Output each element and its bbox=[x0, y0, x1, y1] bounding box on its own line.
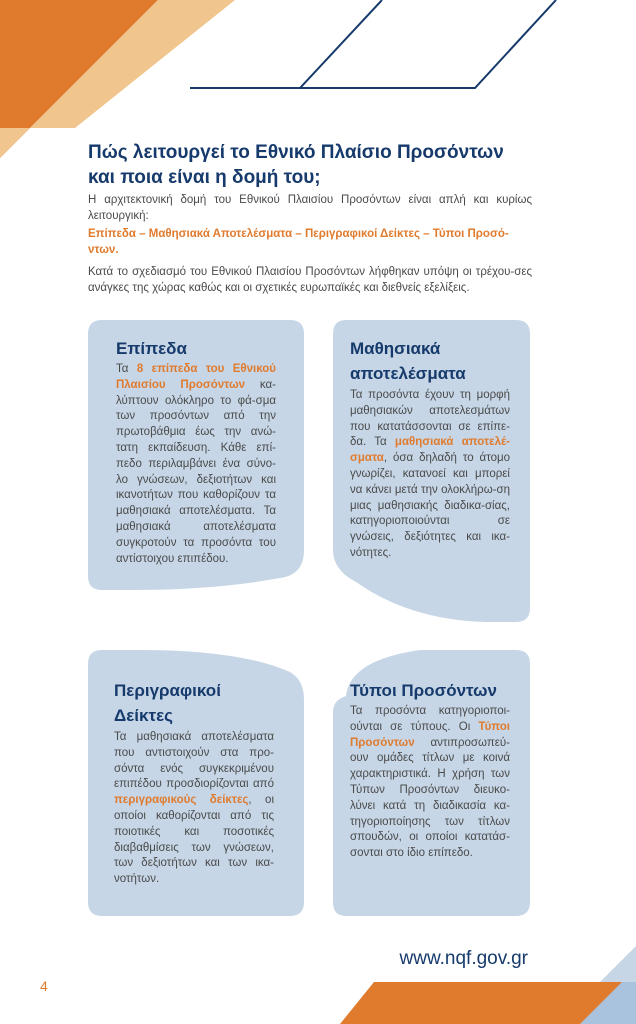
card-outcomes-text bbox=[350, 388, 510, 562]
card-descriptors-text-highlight: περιγραφικούς δείκτες bbox=[114, 794, 249, 807]
card-descriptors-title-line-1: Περιγραφικοί bbox=[114, 681, 221, 700]
card-descriptors-text-pre: Τα μαθησιακά αποτελέσματα που αντιστοιχούν στα προ-σόντα ενός συγκεκριμένου επιπέδου προσδιορίζονται από bbox=[114, 731, 274, 791]
card-outcomes-text-pre: Τα προσόντα έχουν τη μορφή μαθησιακών αποτελεσμάτων που κατατάσσονται σε επίπε-δα. Τα bbox=[350, 389, 510, 449]
card-levels-title: Επίπεδα bbox=[116, 339, 187, 358]
card-outcomes-text-post: , όσα δηλαδή το άτομο γνωρίζει, κατανοεί και μπορεί να κάνει μετά την ολοκλήρω-ση μιας μαθησιακής διαδικα-σίας, κατηγοριοποιούνται σε γνώσεις, δεξιότητες και ικα-νότητες. bbox=[350, 452, 510, 559]
card-levels-text-pre: Τα bbox=[116, 363, 137, 375]
intro-paragraph: Η αρχιτεκτονική δομή του Εθνικού Πλαισίου Προσόντων είναι απλή και κυρίως λειτουργική: bbox=[88, 194, 532, 222]
page-heading bbox=[88, 140, 548, 190]
card-outcomes-title bbox=[350, 336, 466, 386]
heading-line-1: Πώς λειτουργεί το Εθνικό Πλαίσιο Προσόντων bbox=[88, 142, 504, 163]
card-descriptors-title bbox=[114, 678, 221, 728]
heading-line-2: και ποια είναι η δομή του; bbox=[88, 167, 321, 188]
card-levels-text bbox=[116, 362, 276, 567]
website-link[interactable]: www.nqf.gov.gr bbox=[399, 948, 528, 969]
card-outcomes-text-highlight: μαθησιακά αποτελέ-σματα bbox=[350, 436, 510, 465]
card-outcomes-title-line-1: Μαθησιακά bbox=[350, 339, 441, 358]
card-levels-text-highlight: 8 επίπεδα του Εθνικού Πλαισίου Προσόντων bbox=[116, 363, 276, 391]
card-descriptors-text-post: , οι οποίοι καθορίζονται από τις ποιοτικές και ποσοτικές διαβαθμίσεις των γνώσεων, των δεξιοτήτων και των ικα-νοτήτων. bbox=[114, 794, 275, 886]
card-outcomes-title-line-2: αποτελέσματα bbox=[350, 364, 466, 383]
structure-highlight: Επίπεδα – Μαθησιακά Αποτελέσματα – Περιγραφικοί Δείκτες – Τύποι Προσό-ντων. bbox=[88, 228, 509, 256]
card-types-text bbox=[350, 704, 510, 862]
card-types-text-highlight: Τύποι Προσόντων bbox=[350, 720, 510, 749]
card-descriptors-text bbox=[114, 730, 274, 888]
card-types-title: Τύποι Προσόντων bbox=[350, 681, 497, 700]
navy-line-top-2 bbox=[245, 0, 556, 88]
card-descriptors-title-line-2: Δείκτες bbox=[114, 706, 173, 725]
light-blue-stripe-bottom bbox=[600, 946, 636, 982]
navy-line-top-1 bbox=[190, 0, 382, 88]
card-levels-text-post: κα-λύπτουν ολόκληρο το φά-σμα των προσόντων από την πρωτοβάθμια έως την ανώ-τατη εκπαίδευση. Κάθε επί-πεδο περιλαμβάνει ένα σύνο-λο γνώσεων, δεξιοτήτων και ικανοτήτων που καθορίζουν τα μαθησιακά αποτελέσματα. Τα μαθησιακά αποτελέσματα συγκροτούν τα προσόντα του αντίστοιχου επιπέδου. bbox=[116, 378, 276, 565]
card-types-text-post: αντιπροσωπεύ-ουν ομάδες τίτλων με κοινά χαρακτηριστικά. Η χρήση των Τύπων Προσόντων διευκο-λύνει κατά τη διαδικασία κα-τηγοριοποίησης των τίτλων σπουδών, οι οποίοι κατατάσ-σονται στο ίδιο επίπεδο. bbox=[350, 736, 510, 860]
page-number: 4 bbox=[40, 978, 48, 994]
card-types-text-pre: Τα προσόντα κατηγοριοποι-ούνται σε τύπους. Οι bbox=[350, 705, 510, 733]
design-paragraph: Κατά το σχεδιασμό του Εθνικού Πλαισίου Προσόντων λήφθηκαν υπόψη οι τρέχου-σες ανάγκες της χώρας καθώς και οι σχετικές ευρωπαϊκές και διεθνείς εξελίξεις. bbox=[88, 266, 532, 294]
